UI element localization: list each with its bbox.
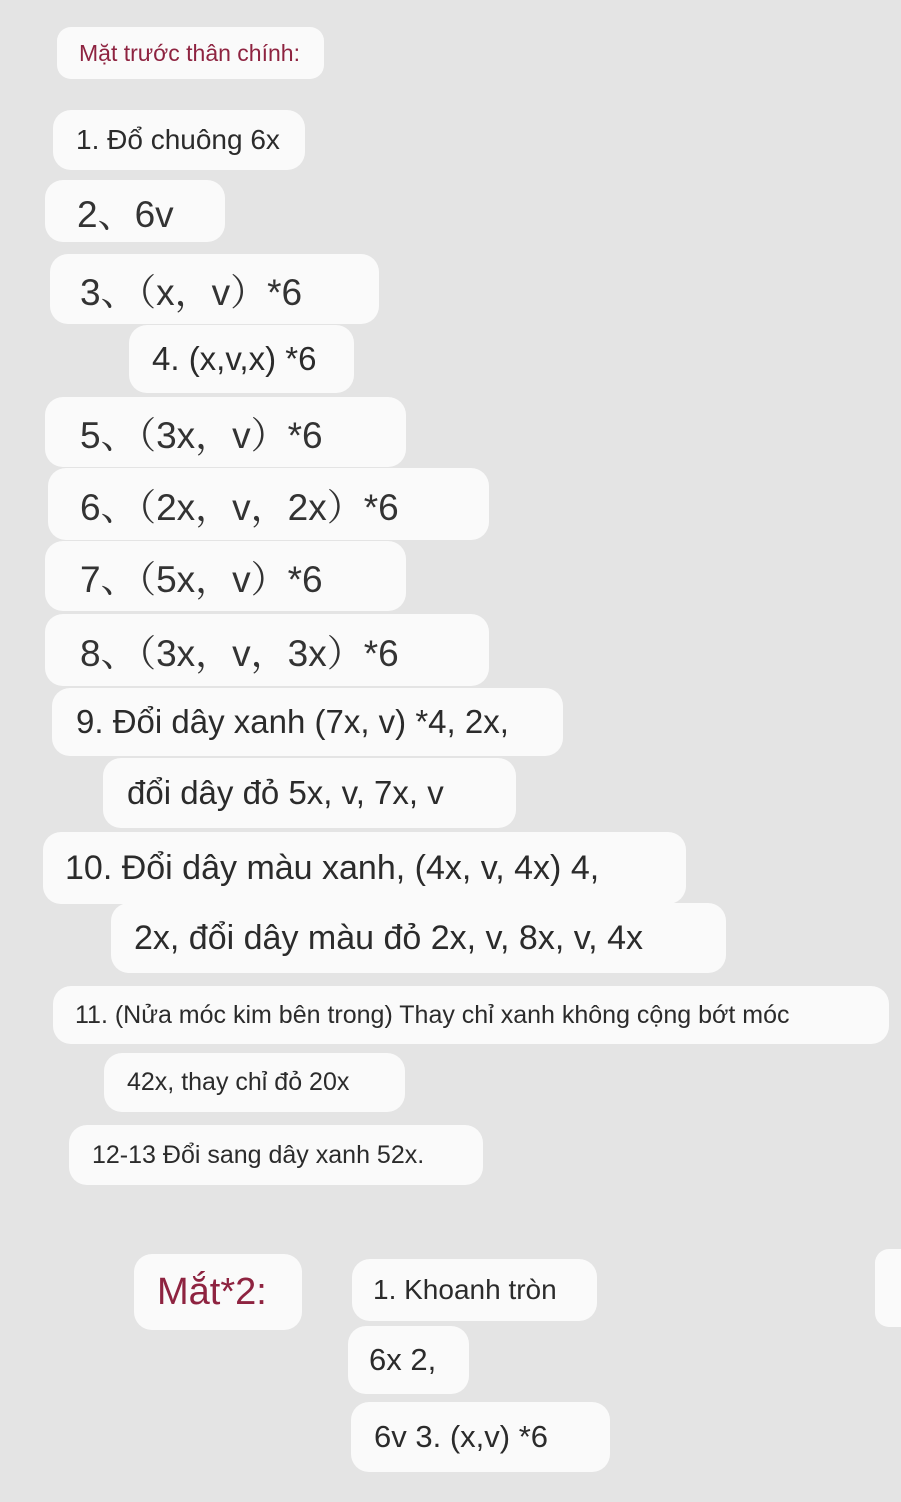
row-10b: 2x, đổi dây màu đỏ 2x, v, 8x, v, 4x <box>111 903 726 973</box>
eye-section-title: Mắt*2: <box>134 1254 302 1330</box>
row-11a: 11. (Nửa móc kim bên trong) Thay chỉ xanh không cộng bớt móc <box>53 986 889 1044</box>
eye-row-1: 1. Khoanh tròn <box>352 1259 597 1321</box>
eye-row-3: 6v 3. (x,v) *6 <box>351 1402 610 1472</box>
row-3: 3、（x，v）*6 <box>50 254 379 324</box>
row-9b: đổi dây đỏ 5x, v, 7x, v <box>103 758 516 828</box>
cut-off-bubble <box>875 1249 901 1327</box>
front-section-title: Mặt trước thân chính: <box>57 27 324 79</box>
row-10a: 10. Đổi dây màu xanh, (4x, v, 4x) 4, <box>43 832 686 904</box>
row-7: 7、（5x，v）*6 <box>45 541 406 611</box>
row-2: 2、6v <box>45 180 225 242</box>
row-9a: 9. Đổi dây xanh (7x, v) *4, 2x, <box>52 688 563 756</box>
row-8: 8、（3x，v，3x）*6 <box>45 614 489 686</box>
row-11b: 42x, thay chỉ đỏ 20x <box>104 1053 405 1112</box>
row-5: 5、（3x，v）*6 <box>45 397 406 467</box>
row-12-13: 12-13 Đổi sang dây xanh 52x. <box>69 1125 483 1185</box>
row-6: 6、（2x，v，2x）*6 <box>48 468 489 540</box>
row-1: 1. Đổ chuông 6x <box>53 110 305 170</box>
row-4: 4. (x,v,x) *6 <box>129 325 354 393</box>
eye-row-2: 6x 2, <box>348 1326 469 1394</box>
